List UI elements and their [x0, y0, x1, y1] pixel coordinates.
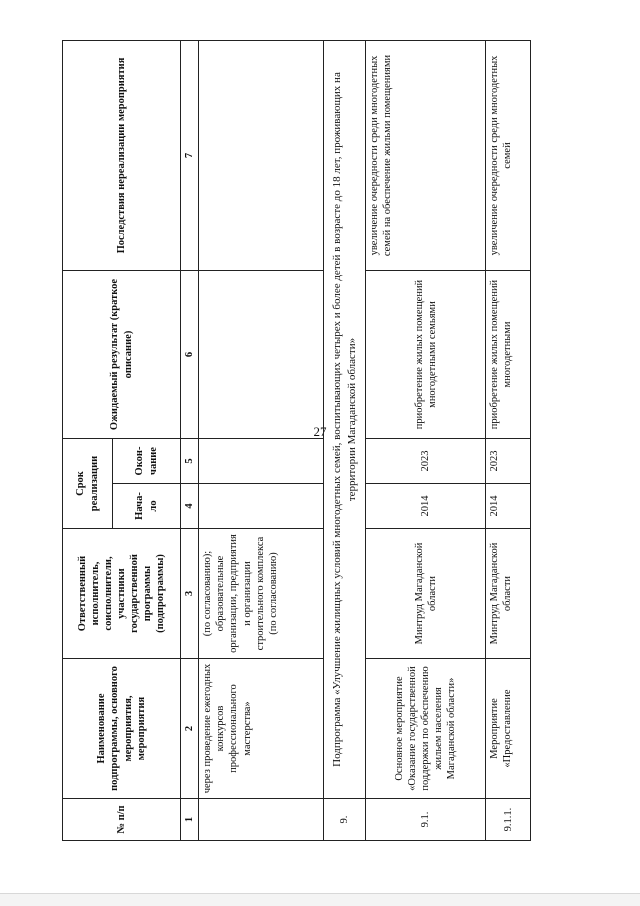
subprogram-num: 9. [324, 799, 366, 841]
row-num: 9.1. [366, 799, 486, 841]
column-number: 6 [181, 271, 199, 439]
column-number: 7 [181, 41, 199, 271]
header-result: Ожидаемый результат (краткое описание) [63, 271, 181, 439]
row-start [199, 484, 324, 529]
row-result: приобретение жилых помещений многодетными [486, 271, 531, 439]
row-num: 9.1.1. [486, 799, 531, 841]
row-name: Мероприятие «Предоставление [486, 659, 531, 799]
row-responsible: Минтруд Магаданской области [486, 529, 531, 659]
page-number: 27 [313, 424, 327, 439]
table-row [199, 41, 324, 841]
column-number: 4 [181, 484, 199, 529]
table-row [486, 41, 531, 841]
subprogram-row [324, 41, 366, 841]
column-number-row [181, 41, 199, 841]
row-start: 2014 [366, 484, 486, 529]
header-num: № п/п [63, 799, 181, 841]
row-name: Основное мероприятие «Оказание государственной поддержки по обеспечению жильем населения Магаданской области» [366, 659, 486, 799]
row-end [199, 439, 324, 484]
header-row-1 [63, 41, 113, 841]
page-bottom-edge [0, 893, 640, 906]
header-consequences: Последствия нереализации мероприятия [63, 41, 181, 271]
program-table [62, 40, 531, 841]
subprogram-title: Подпрограмма «Улучшение жилищных условий многодетных семей, воспитывающих четырех и более детей в возрасте до 18 лет, проживающих на территории Магаданской области» [324, 41, 366, 799]
row-responsible: Минтруд Магаданской области [366, 529, 486, 659]
column-number: 1 [181, 799, 199, 841]
row-result: приобретение жилых помещений многодетными семьями [366, 271, 486, 439]
header-name: Наименование подпрограммы, основного мероприятия, мероприятия [63, 659, 181, 799]
row-consequences: увеличение очередности среди многодетных семей на обеспечение жильми помещениями [366, 41, 486, 271]
row-result [199, 271, 324, 439]
header-start: Нача-ло [113, 484, 181, 529]
row-end: 2023 [366, 439, 486, 484]
table-row [366, 41, 486, 841]
row-consequences: увеличение очередности среди многодетных семей [486, 41, 531, 271]
row-responsible: (по согласованию); образовательные организации, предприятия и организации строительного комплекса (по согласованию) [199, 529, 324, 659]
rotated-table-container [62, 41, 530, 841]
row-start: 2014 [486, 484, 531, 529]
column-number: 5 [181, 439, 199, 484]
header-term: Срок реализации [63, 439, 113, 529]
row-end: 2023 [486, 439, 531, 484]
column-number: 3 [181, 529, 199, 659]
header-responsible: Ответственный исполнитель, соисполнители, участники государственной программы (подпрограммы) [63, 529, 181, 659]
header-end: Окон-чание [113, 439, 181, 484]
column-number: 2 [181, 659, 199, 799]
row-consequences [199, 41, 324, 271]
row-num [199, 799, 324, 841]
row-name: через проведение ежегодных конкурсов профессионального мастерства» [199, 659, 324, 799]
